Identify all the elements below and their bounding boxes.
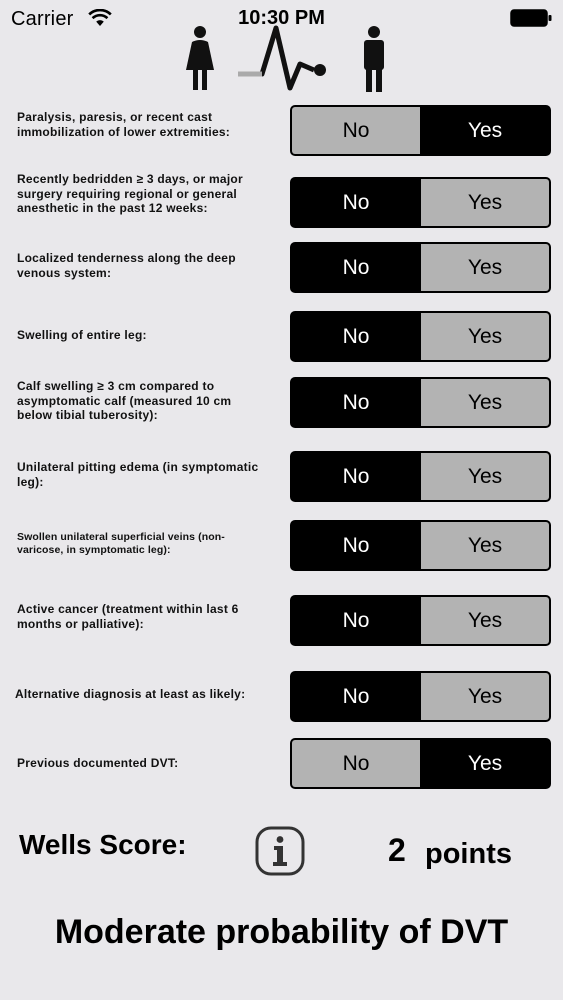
no-option[interactable]: No — [292, 313, 420, 360]
yes-option[interactable]: Yes — [420, 313, 549, 360]
criterion-label: Recently bedridden ≥ 3 days, or major surgery requiring regional or general anesthetic in the past 12 weeks: — [17, 172, 243, 215]
criterion-toggle[interactable] — [290, 671, 551, 722]
criterion-label: Unilateral pitting edema (in symptomatic leg): — [17, 460, 259, 489]
score-label: Wells Score: — [19, 829, 187, 860]
yes-option[interactable]: Yes — [420, 244, 549, 291]
criterion-label: Paralysis, paresis, or recent cast immobilization of lower extremities: — [17, 110, 231, 139]
criterion-toggle[interactable] — [290, 311, 551, 362]
criterion-label: Swollen unilateral superficial veins (non-varicose, in symptomatic leg): — [17, 531, 225, 556]
no-option[interactable]: No — [292, 244, 420, 291]
no-option[interactable]: No — [292, 597, 420, 644]
yes-option[interactable]: Yes — [420, 453, 549, 500]
app-logo — [178, 24, 398, 96]
info-icon[interactable] — [255, 826, 305, 876]
criterion-label: Alternative diagnosis at least as likely: — [15, 687, 246, 701]
criterion-label: Active cancer (treatment within last 6 months or palliative): — [17, 602, 239, 631]
yes-option[interactable]: Yes — [420, 673, 549, 720]
carrier-label: Carrier — [11, 8, 74, 30]
no-option[interactable]: No — [292, 107, 420, 154]
criterion-toggle[interactable] — [290, 595, 551, 646]
yes-option[interactable]: Yes — [420, 522, 549, 569]
criterion-toggle[interactable] — [290, 105, 551, 156]
pulse-line-icon — [238, 28, 326, 88]
criterion-toggle[interactable] — [290, 177, 551, 228]
no-option[interactable]: No — [292, 453, 420, 500]
yes-option[interactable]: Yes — [420, 107, 549, 154]
criterion-toggle[interactable] — [290, 738, 551, 789]
yes-option[interactable]: Yes — [420, 740, 549, 787]
criterion-label: Localized tenderness along the deep venous system: — [17, 251, 236, 280]
battery-icon — [510, 9, 552, 27]
result-text: Moderate probability of DVT — [54, 913, 509, 951]
criterion-label: Calf swelling ≥ 3 cm compared to asymptomatic calf (measured 10 cm below tibial tuberosity): — [17, 379, 232, 422]
criterion-toggle[interactable] — [290, 451, 551, 502]
score-unit: points — [425, 838, 512, 870]
criterion-toggle[interactable] — [290, 377, 551, 428]
male-figure-icon — [364, 26, 384, 92]
status-time: 10:30 PM — [238, 7, 325, 29]
yes-option[interactable]: Yes — [420, 597, 549, 644]
no-option[interactable]: No — [292, 179, 420, 226]
score-value: 2 — [388, 832, 406, 868]
no-option[interactable]: No — [292, 740, 420, 787]
yes-option[interactable]: Yes — [420, 179, 549, 226]
female-figure-icon — [186, 26, 214, 90]
yes-option[interactable]: Yes — [420, 379, 549, 426]
no-option[interactable]: No — [292, 379, 420, 426]
criterion-label: Previous documented DVT: — [17, 756, 179, 770]
criterion-toggle[interactable] — [290, 520, 551, 571]
criterion-label: Swelling of entire leg: — [17, 328, 147, 342]
no-option[interactable]: No — [292, 522, 420, 569]
no-option[interactable]: No — [292, 673, 420, 720]
criterion-toggle[interactable] — [290, 242, 551, 293]
